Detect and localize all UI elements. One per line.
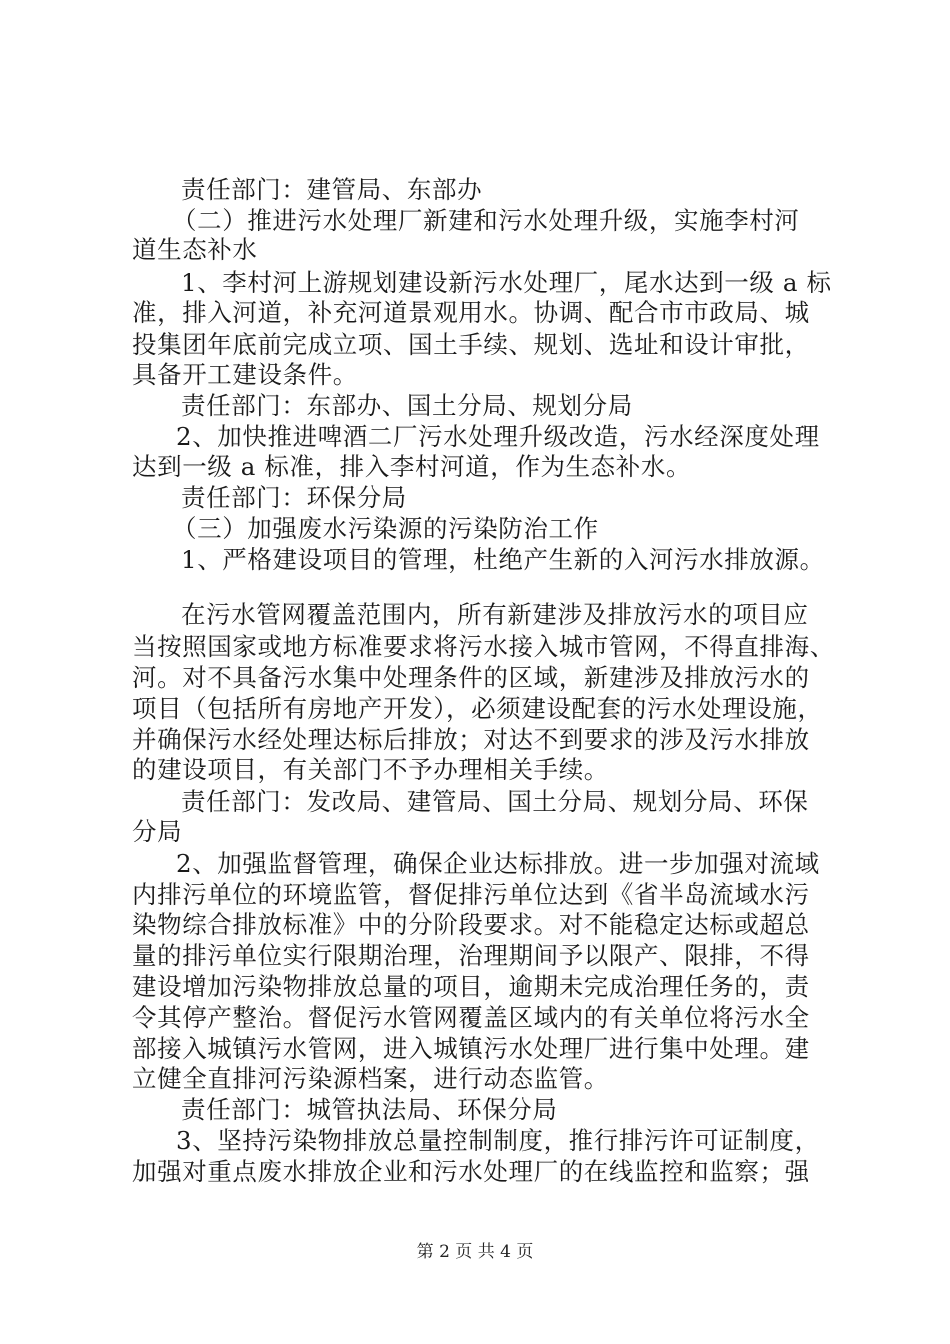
- text-line: 责任部门：环保分局: [181, 483, 407, 512]
- text-line: 在污水管网覆盖范围内，所有新建涉及排放污水的项目应: [181, 600, 809, 629]
- text-line: 令其停产整治。督促污水管网覆盖区域内的有关单位将污水全: [132, 1003, 810, 1032]
- text-line: 并确保污水经处理达标后排放；对达不到要求的涉及污水排放: [132, 725, 810, 754]
- text-line: 2、加快推进啤酒二厂污水处理升级改造，污水经深度处理: [176, 422, 820, 451]
- text-line: 的建设项目，有关部门不予办理相关手续。: [132, 755, 609, 784]
- text-line: 1、严格建设项目的管理，杜绝产生新的入河污水排放源。: [181, 545, 825, 574]
- text-line: （二）推进污水处理厂新建和污水处理升级，实施李村河: [172, 206, 800, 235]
- text-line: 加强对重点废水排放企业和污水处理厂的在线监控和监察；强: [132, 1157, 810, 1186]
- text-line: 分局: [132, 817, 183, 846]
- text-line: 内排污单位的环境监管，督促排污单位达到《省半岛流域水污: [132, 880, 810, 909]
- text-line: 道生态补水: [132, 235, 258, 264]
- text-line: 责任部门：东部办、国土分局、规划分局: [181, 391, 633, 420]
- text-line: 部接入城镇污水管网，进入城镇污水处理厂进行集中处理。建: [132, 1034, 810, 1063]
- text-line: 投集团年底前完成立项、国土手续、规划、选址和设计审批，: [132, 330, 810, 359]
- text-line: 立健全直排河污染源档案，进行动态监管。: [132, 1064, 609, 1093]
- text-line: 达到一级 a 标准，排入李村河道，作为生态补水。: [132, 452, 692, 481]
- text-line: 责任部门：城管执法局、环保分局: [181, 1095, 558, 1124]
- text-line: 责任部门：发改局、建管局、国土分局、规划分局、环保: [181, 787, 809, 816]
- page-number-footer: 第 2 页 共 4 页: [416, 1242, 534, 1262]
- text-line: 染物综合排放标准》中的分阶段要求。对不能稳定达标或超总: [132, 910, 810, 939]
- text-line: （三）加强废水污染源的污染防治工作: [172, 514, 599, 543]
- text-line: 建设增加污染物排放总量的项目，逾期未完成治理任务的，责: [132, 972, 810, 1001]
- text-line: 准，排入河道，补充河道景观用水。协调、配合市市政局、城: [132, 298, 810, 327]
- text-line: 1、李村河上游规划建设新污水处理厂，尾水达到一级 a 标: [181, 268, 832, 297]
- text-line: 3、坚持污染物排放总量控制制度，推行排污许可证制度，: [176, 1126, 820, 1155]
- text-line: 2、加强监督管理，确保企业达标排放。进一步加强对流域: [176, 849, 820, 878]
- text-line: 河。对不具备污水集中处理条件的区域，新建涉及排放污水的: [132, 663, 810, 692]
- text-line: 具备开工建设条件。: [132, 360, 358, 389]
- text-line: 量的排污单位实行限期治理，治理期间予以限产、限排，不得: [132, 941, 810, 970]
- text-line: 当按照国家或地方标准要求将污水接入城市管网，不得直排海、: [132, 632, 835, 661]
- text-line: 责任部门：建管局、东部办: [181, 175, 483, 204]
- text-line: 项目（包括所有房地产开发），必须建设配套的污水处理设施，: [132, 694, 823, 723]
